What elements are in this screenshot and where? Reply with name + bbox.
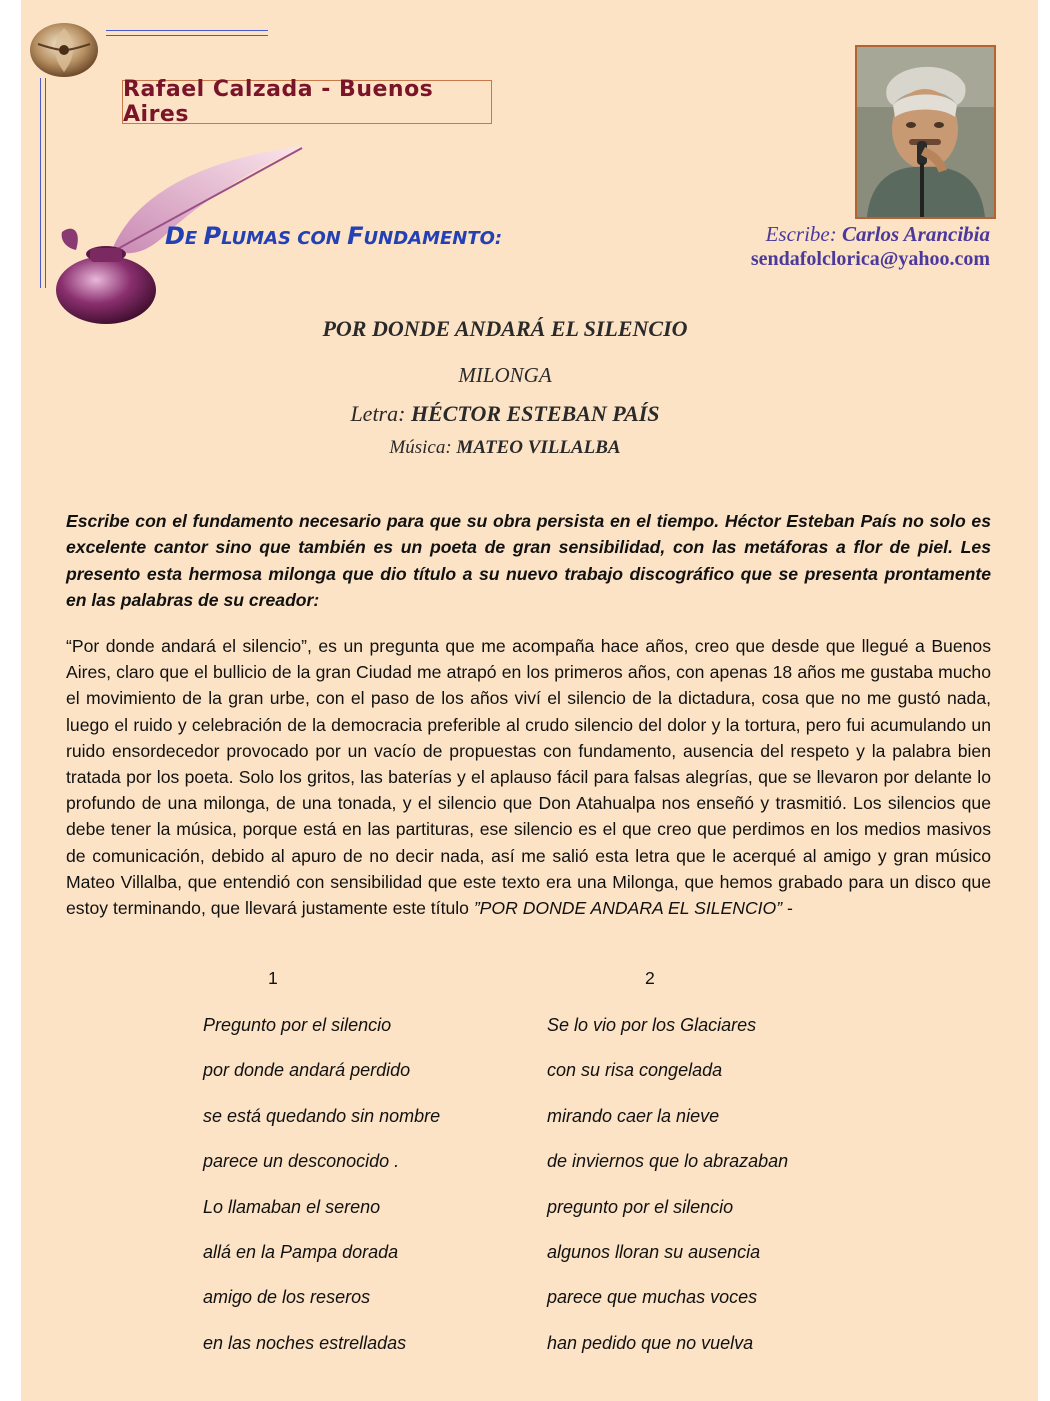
verse-line: parece un desconocido . (203, 1151, 400, 1172)
verse-line: Se lo vio por los Glaciares (547, 1015, 757, 1035)
verse-line: algunos lloran su ausencia (547, 1241, 761, 1262)
stanza-2 (547, 1015, 788, 1378)
author-email[interactable]: sendafolclorica@yahoo.com (750, 248, 990, 270)
stanza-number: 2 (645, 968, 655, 988)
verse-line: parece que muchas voces (547, 1287, 758, 1308)
song-genre: MILONGA (458, 363, 552, 387)
verse-line: han pedido que no vuelva (547, 1332, 754, 1353)
side-rule (40, 78, 46, 288)
stanza-number: 1 (268, 968, 278, 988)
verse-line: amigo de los reseros (203, 1287, 371, 1308)
verse-line: Lo llamaban el sereno (203, 1196, 381, 1217)
verse-line: allá en la Pampa dorada (203, 1241, 399, 1262)
verse-line: pregunto por el silencio (547, 1196, 734, 1217)
verse-line: de inviernos que lo abrazaban (547, 1151, 789, 1172)
author-photo (855, 45, 996, 219)
song-lyricist: Letra: HÉCTOR ESTEBAN PAÍS (350, 401, 660, 426)
body-paragraph: “Por donde andará el silencio”, es un pregunta que me acompaña hace años, creo que desde que llegué a Buenos Aires, claro que el bullicio de la gran Ciudad me atrapó en los primeros años, con apenas 18 años me gustaba mucho el movimiento de la gran urbe, con el paso de los años viví el silencio de la dictadura, cosa que no me gustó nada, luego el ruido y celebración de la democracia preferible al crudo silencio del dolor y la tortura, pero fui acumulando un ruido ensordecedor provocado por un vacío de propuestas con fundamento, ausencia del respeto y la palabra bien tratada por los poeta. Solo los gritos, las baterías y el aplauso fácil para falsas alegrías, que se llevaron por delante lo profundo de una milonga, de una tonada, y el silencio que Don Atahualpa nos enseñó y trasmitió. Los silencios que debe tener la música, porque está en las partituras, ese silencio es el que creo que perdimos en los medios masivos de comunicación, debido al apuro de no decir nada, así me salió esta letra que le acerqué al amigo y gran músico Mateo Villalba, que entendió con sensibilidad que este texto era una Milonga, que hemos grabado para un disco que estoy terminando, que llevará justamente este título ”POR DONDE ANDARA EL SILENCIO” - (66, 636, 991, 919)
verse-line: se está quedando sin nombre (203, 1105, 441, 1126)
location-box: Rafael Calzada - Buenos Aires (122, 80, 492, 124)
ornament-icon (24, 14, 102, 80)
verse-line: por donde andará perdido (203, 1060, 411, 1081)
intro-paragraph: Escribe con el fundamento necesario para que su obra persista en el tiempo. Héctor Esteban País no solo es excelente cantor sino que también es un poeta de gran sensibilidad, con las metáforas a flor de piel. Les presento esta hermosa milonga que dio título a su nuevo trabajo discográfico que se presenta prontamente en las palabras de su creador: (66, 511, 991, 610)
header-rule (106, 30, 268, 36)
song-title: POR DONDE ANDARÁ EL SILENCIO (322, 316, 688, 341)
verse-line: mirando caer la nieve (547, 1105, 720, 1126)
column-title: DE PLUMAS CON FUNDAMENTO: (165, 222, 503, 250)
verse-line: en las noches estrelladas (203, 1332, 407, 1353)
author-name: Carlos Arancibia (841, 222, 990, 246)
verse-line: con su risa congelada (547, 1060, 723, 1081)
byline: Escribe: Carlos Arancibia sendafolclorica@yahoo.com (750, 222, 990, 270)
stanza-1 (203, 1015, 440, 1378)
author-portrait-icon (857, 47, 994, 217)
song-composer: Música: MATEO VILLALBA (389, 437, 621, 458)
verse-line: Pregunto por el silencio (203, 1015, 392, 1035)
